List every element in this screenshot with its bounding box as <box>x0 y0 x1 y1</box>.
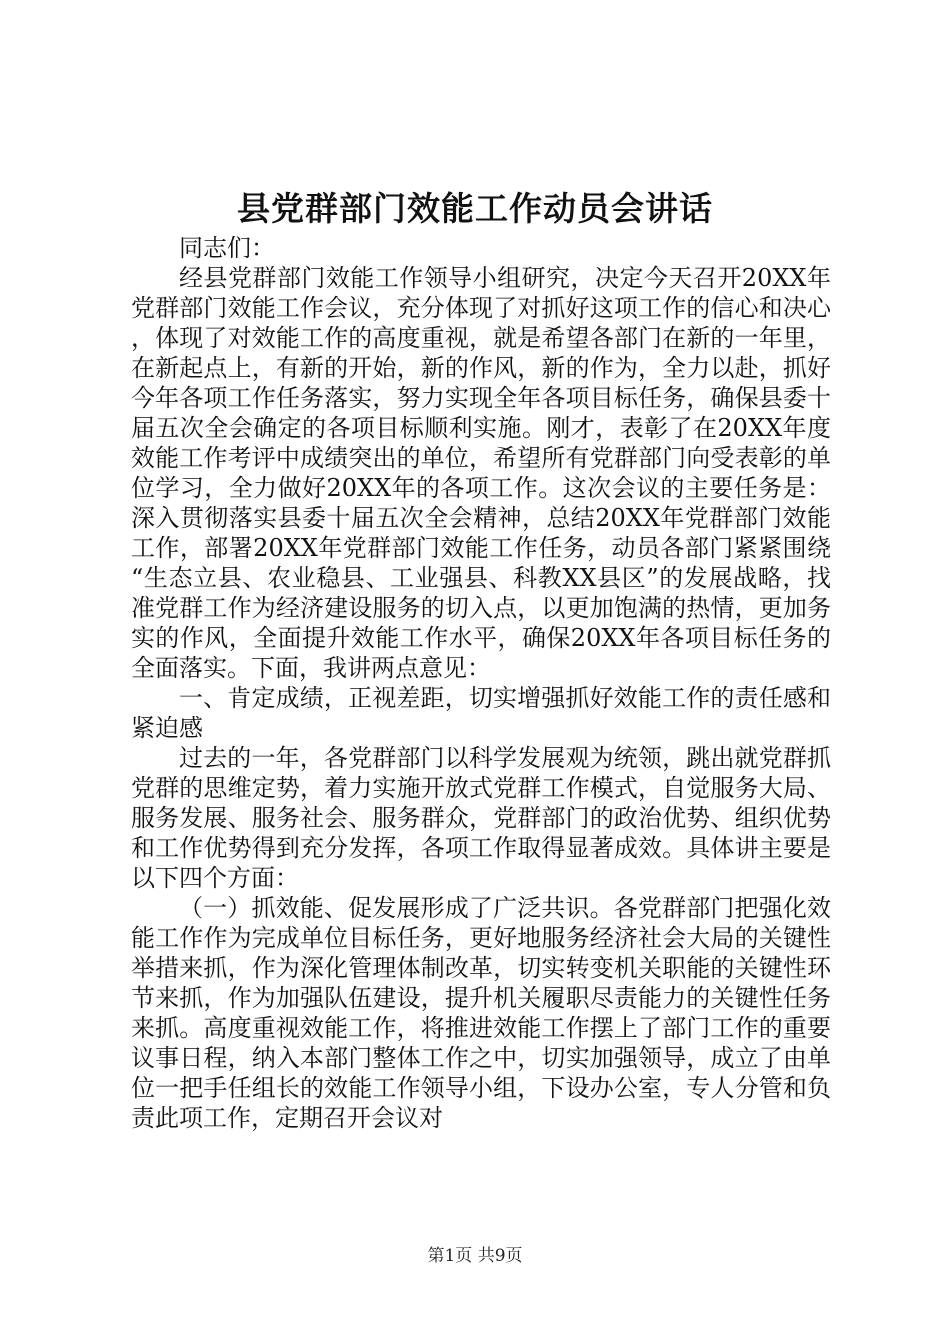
page-number-footer: 第1页 共9页 <box>427 1246 523 1266</box>
paragraph-intro: 经县党群部门效能工作领导小组研究，决定今天召开20XX年党群部门效能工作会议，充分体现了对抓好这项工作的信心和决心，体现了对效能工作的高度重视，就是希望各部门在新的一年里，在新起点上，有新的开始，新的作风，新的作为，全力以赴，抓好今年各项工作任务落实，努力实现全年各项目标任务，确保县委十届五次全会确定的各项目标顺利实施。刚才，表彰了在20XX年度效能工作考评中成绩突出的单位，希望所有党群部门向受表彰的单位学习，全力做好20XX年的各项工作。这次会议的主要任务是：深入贯彻落实县委十届五次全会精神，总结20XX年党群部门效能工作，部署20XX年党群部门效能工作任务，动员各部门紧紧围绕“生态立县、农业稳县、工业强县、科教XX县区”的发展战略，找准党群工作为经济建设服务的切入点，以更加饱满的热情，更加务实的作风，全面提升效能工作水平，确保20XX年各项目标任务的全面落实。下面，我讲两点意见： <box>131 264 831 682</box>
section-heading-1: 一、肯定成绩，正视差距，切实增强抓好效能工作的责任感和紧迫感 <box>131 684 831 742</box>
document-body <box>131 233 831 1133</box>
document-title: 县党群部门效能工作动员会讲话 <box>237 189 713 228</box>
paragraph-review: 过去的一年，各党群部门以科学发展观为统领，跳出就党群抓党群的思维定势，着力实施开放式党群工作模式，自觉服务大局、服务发展、服务社会、服务群众，党群部门的政治优势、组织优势和工作优势得到充分发挥，各项工作取得显著成效。具体讲主要是以下四个方面： <box>131 744 831 892</box>
greeting: 同志们： <box>179 234 275 262</box>
paragraph-subsection-1: （一）抓效能、促发展形成了广泛共识。各党群部门把强化效能工作作为完成单位目标任务，更好地服务经济社会大局的关键性举措来抓，作为深化管理体制改革，切实转变机关职能的关键性环节来抓，作为加强队伍建设，提升机关履职尽责能力的关键性任务来抓。高度重视效能工作，将推进效能工作摆上了部门工作的重要议事日程，纳入本部门整体工作之中，切实加强领导，成立了由单位一把手任组长的效能工作领导小组，下设办公室，专人分管和负责此项工作，定期召开会议对 <box>131 894 831 1132</box>
